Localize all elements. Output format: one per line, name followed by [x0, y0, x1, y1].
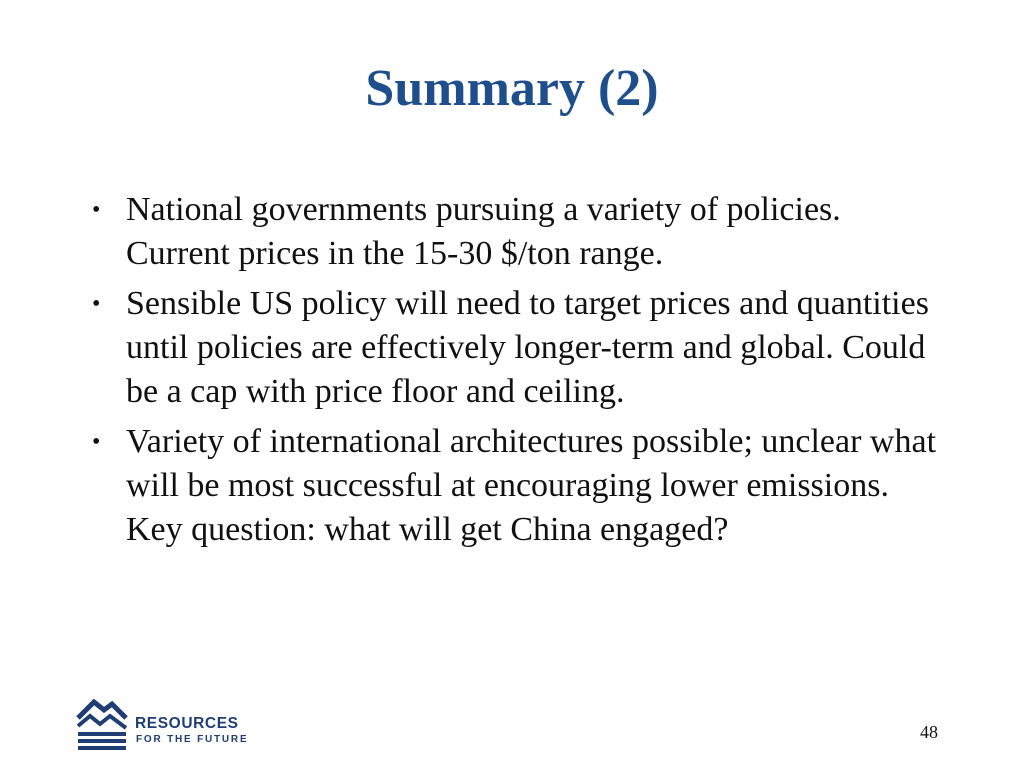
bullet-item — [90, 188, 950, 276]
bullet-point-icon: • — [92, 429, 101, 455]
slide-title: Summary (2) — [365, 60, 659, 117]
bullet-text: Sensible US policy will need to target prices and quantities until policies are effectively longer-term and global. Could be a cap with price floor and ceiling. — [126, 285, 929, 410]
page-number: 48 — [920, 722, 938, 742]
rff-mountain-logo-icon — [76, 698, 128, 750]
logo-text-for-the-future: FOR THE FUTURE — [136, 734, 249, 745]
logo-text-resources: RESOURCES — [135, 715, 239, 732]
bullet-item — [90, 282, 950, 414]
bullet-text: National governments pursuing a variety of policies. Current prices in the 15-30 $/ton range. — [126, 191, 841, 272]
bullet-text: Variety of international architectures possible; unclear what will be most successful at encouraging lower emissions. Key question: what will get China engaged? — [126, 423, 937, 548]
bullet-point-icon: • — [92, 291, 101, 317]
bullet-item — [90, 420, 950, 552]
resources-for-the-future-logo — [76, 698, 266, 750]
bullet-point-icon: • — [92, 197, 101, 223]
bullet-list — [90, 188, 950, 558]
